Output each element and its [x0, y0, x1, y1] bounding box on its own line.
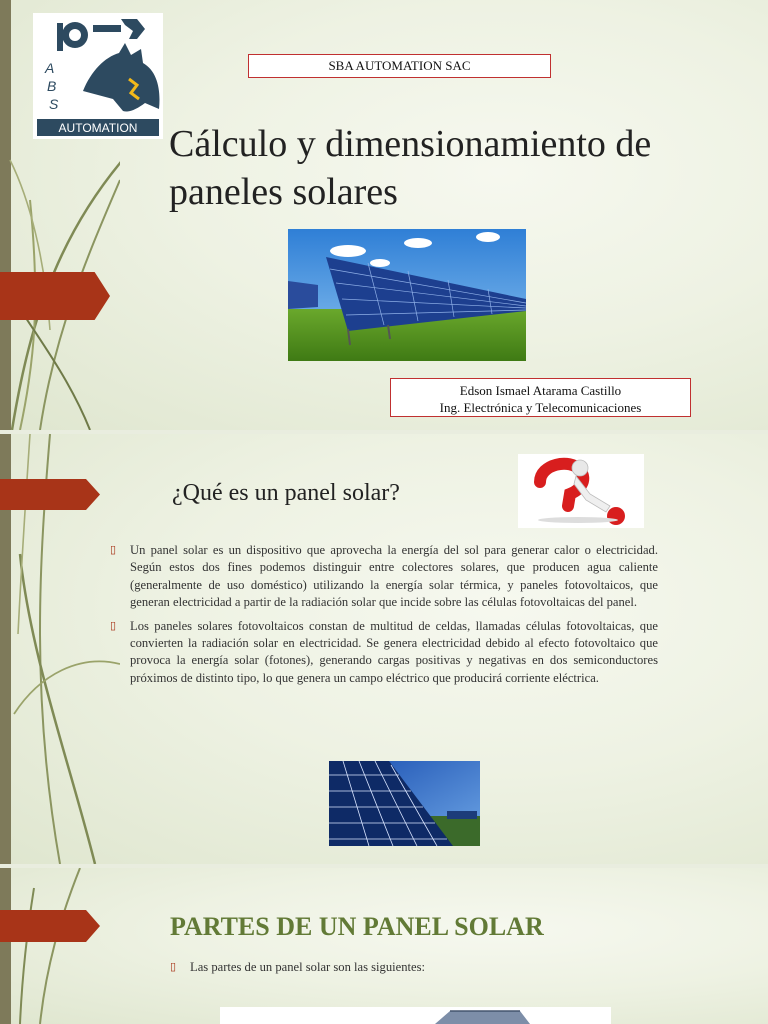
- bullet-text: Los paneles solares fotovoltaicos constan de multitud de celdas, llamadas células fotovoltaicas, que convierten la radiación solar en electricidad. Se genera electricidad debido al efecto fotovoltaico que provoca la energía solar (fotones), generando cargas positivas y negativas en dos semiconductores próximos de distinto tipo, lo que genera un campo eléctrico que producirá corriente eléctrica.: [130, 618, 658, 685]
- solar-field-image: [288, 229, 526, 361]
- slide-arrow: [0, 910, 100, 942]
- slide-2: [0, 434, 768, 864]
- presentation-title: [169, 120, 651, 216]
- slide-3: [0, 868, 768, 1024]
- company-name-box: [248, 54, 551, 78]
- bullet-marker: ▯: [110, 544, 117, 556]
- slide-3-title: PARTES DE UN PANEL SOLAR: [170, 912, 544, 941]
- logo-letter-b: B: [47, 78, 57, 94]
- company-logo: [33, 13, 163, 139]
- bullet-item: [110, 618, 658, 688]
- question-figure-image: [518, 454, 644, 528]
- company-name: SBA AUTOMATION SAC: [328, 58, 471, 73]
- grass-decoration: [0, 868, 120, 1024]
- bullet-marker: ▯: [170, 961, 177, 973]
- panel-closeup-image: [329, 761, 480, 846]
- logo-word: AUTOMATION: [58, 121, 138, 135]
- bullet-item: [110, 542, 658, 612]
- slide-stripe: [0, 0, 11, 430]
- author-role: Ing. Electrónica y Telecomunicaciones: [439, 400, 642, 415]
- bullet-text: Un panel solar es un dispositivo que aprovecha la energía del sol para generar calor o electricidad. Según estos dos fines podemos distinguir entre colectores solares, que producen agua caliente (generalmente de uso doméstico) utilizando la energía solar térmica, y paneles fotovoltaicos, que generan electricidad a partir de la radiación solar que incide sobre las células fotovoltaicas del panel.: [130, 543, 658, 610]
- bullet-item: [170, 959, 670, 976]
- author-name: Edson Ismael Atarama Castillo: [459, 383, 622, 398]
- slide-arrow: [0, 479, 100, 510]
- logo-letter-s: S: [49, 96, 59, 112]
- slide-3-bullets: [170, 959, 670, 982]
- bullet-text: Las partes de un panel solar son las siguientes:: [190, 960, 426, 974]
- slide-1: [0, 0, 768, 430]
- slide-2-title: ¿Qué es un panel solar?: [172, 480, 400, 506]
- bullet-marker: ▯: [110, 619, 117, 632]
- slide-arrow: [0, 272, 110, 320]
- slide-stripe: [0, 868, 11, 1024]
- author-box: [390, 378, 691, 417]
- title-line-1: Cálculo y dimensionamiento de: [169, 123, 652, 165]
- logo-letter-a: A: [45, 60, 55, 76]
- panel-parts-image: [220, 1007, 611, 1024]
- title-line-2: paneles solares: [169, 171, 398, 213]
- slide-2-bullets: [110, 542, 658, 693]
